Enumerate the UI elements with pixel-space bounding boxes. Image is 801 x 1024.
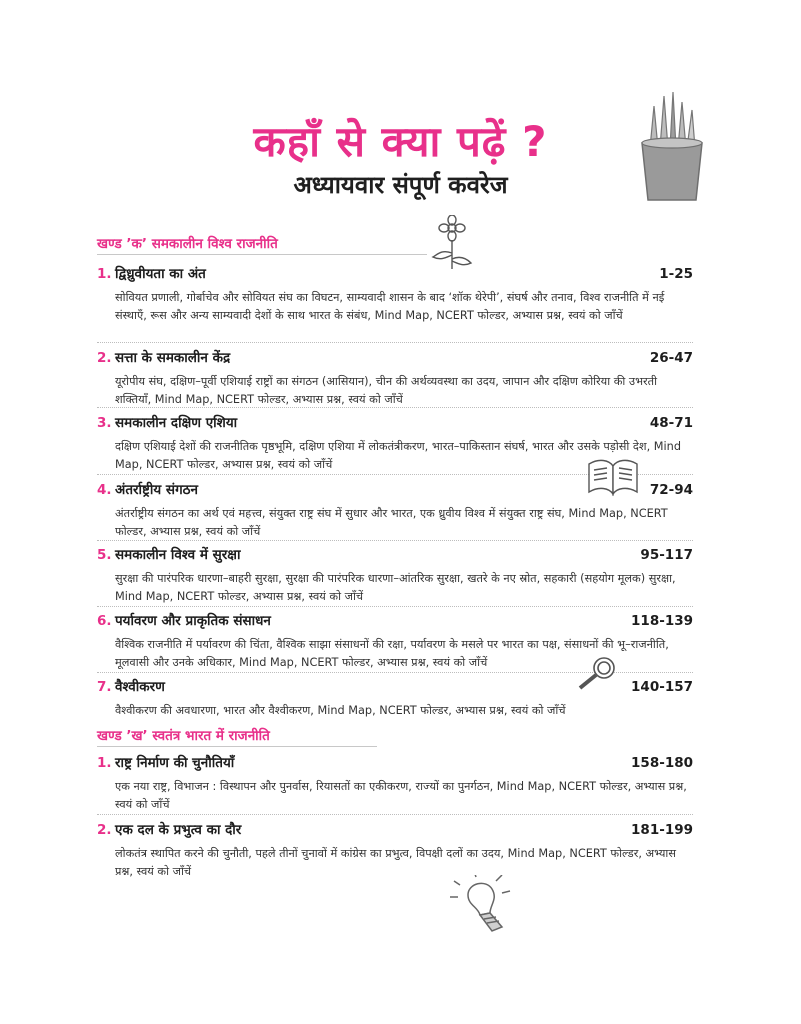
chapter-description: एक नया राष्ट्र, विभाजन : विस्थापन और पुनर्वास, रियासतों का एकीकरण, राज्यों का पुनर्गठन, Mind Map, NCERT फोल्डर, अभ्यास प्रश्न, स्वयं को जाँचें bbox=[115, 780, 687, 811]
chapter-entry bbox=[97, 677, 693, 720]
chapter-description: अंतर्राष्ट्रीय संगठन का अर्थ एवं महत्त्व, संयुक्त राष्ट्र संघ में सुधार और भारत, एक ध्रुवीय विश्व में संयुक्त राष्ट्र संघ, Mind Map, NCERT फोल्डर, अभ्यास प्रश्न, स्वयं को जाँचें bbox=[115, 507, 668, 538]
pencil-cup-icon bbox=[632, 88, 712, 203]
chapter-title: एक दल के प्रभुत्व का दौर bbox=[115, 822, 242, 838]
chapter-title: सत्ता के समकालीन केंद्र bbox=[115, 350, 231, 366]
chapter-entry bbox=[97, 753, 693, 814]
chapter-entry bbox=[97, 348, 693, 409]
page-subtitle: अध्यायवार संपूर्ण कवरेज bbox=[293, 171, 508, 199]
chapter-description: सोवियत प्रणाली, गोर्बाचेव और सोवियत संघ का विघटन, साम्यवादी शासन के बाद ‘शॉक थेरेपी’, संघर्ष और तनाव, विश्व राजनीति में नई संस्थाएँ, रूस और अन्य साम्यवादी देशों के साथ भारत के संबंध, Mind Map, NCERT फोल्डर, अभ्यास प्रश्न, स्वयं को जाँचें bbox=[115, 291, 665, 322]
chapter-number: 7. bbox=[97, 679, 112, 695]
chapter-pages: 181-199 bbox=[631, 822, 693, 838]
chapter-entry bbox=[97, 820, 693, 881]
section-heading: खण्ड ’ख’ स्वतंत्र भारत में राजनीति bbox=[97, 728, 270, 744]
chapter-pages: 48-71 bbox=[649, 415, 693, 431]
chapter-entry bbox=[97, 480, 693, 541]
chapter-pages: 140-157 bbox=[631, 679, 693, 695]
chapter-title: द्विध्रुवीयता का अंत bbox=[115, 266, 206, 282]
chapter-title: वैश्वीकरण bbox=[115, 679, 165, 695]
chapter-number: 5. bbox=[97, 547, 112, 563]
divider bbox=[97, 606, 693, 608]
flower-icon bbox=[431, 215, 473, 271]
chapter-number: 1. bbox=[97, 266, 112, 282]
chapter-pages: 26-47 bbox=[649, 350, 693, 366]
chapter-number: 3. bbox=[97, 415, 112, 431]
chapter-description: वैश्विक राजनीति में पर्यावरण की चिंता, वैश्विक साझा संसाधनों की रक्षा, पर्यावरण के मसले पर भारत का पक्ष, संसाधनों की भू–राजनीति, मूलवासी और उनके अधिकार, Mind Map, NCERT फोल्डर, अभ्यास प्रश्न, स्वयं को जाँचें bbox=[115, 638, 669, 669]
chapter-number: 2. bbox=[97, 822, 112, 838]
divider bbox=[97, 814, 693, 816]
chapter-title: पर्यावरण और प्राकृतिक संसाधन bbox=[115, 613, 271, 629]
chapter-title: समकालीन दक्षिण एशिया bbox=[115, 415, 238, 431]
chapter-entry bbox=[97, 545, 693, 606]
chapter-title: राष्ट्र निर्माण की चुनौतियाँ bbox=[115, 755, 235, 771]
page-title: कहाँ से क्या पढ़ें ? bbox=[253, 117, 548, 166]
divider bbox=[97, 342, 693, 344]
chapter-entry bbox=[97, 264, 693, 325]
chapter-description: लोकतंत्र स्थापित करने की चुनौती, पहले तीनों चुनावों में कांग्रेस का प्रभुत्व, विपक्षी दलों का उदय, Mind Map, NCERT फोल्डर, अभ्यास प्रश्न, स्वयं को जाँचें bbox=[115, 847, 676, 878]
chapter-number: 1. bbox=[97, 755, 112, 771]
chapter-title: अंतर्राष्ट्रीय संगठन bbox=[115, 482, 198, 498]
chapter-pages: 72-94 bbox=[649, 482, 693, 498]
chapter-number: 2. bbox=[97, 350, 112, 366]
chapter-description: दक्षिण एशियाई देशों की राजनीतिक पृष्ठभूमि, दक्षिण एशिया में लोकतंत्रीकरण, भारत–पाकिस्तान संघर्ष, भारत और उसके पड़ोसी देश, Mind Map, NCERT फोल्डर, अभ्यास प्रश्न, स्वयं को जाँचें bbox=[115, 440, 682, 471]
chapter-description: यूरोपीय संघ, दक्षिण–पूर्वी एशियाई राष्ट्रों का संगठन (आसियान), चीन की अर्थव्यवस्था का उदय, जापान और दक्षिण कोरिया की उभरती शक्तियाँ, Mind Map, NCERT फोल्डर, अभ्यास प्रश्न, स्वयं को जाँचें bbox=[115, 375, 658, 406]
chapter-title: समकालीन विश्व में सुरक्षा bbox=[115, 547, 241, 563]
chapter-pages: 118-139 bbox=[631, 613, 693, 629]
chapter-pages: 1-25 bbox=[659, 266, 693, 282]
chapter-description: सुरक्षा की पारंपरिक धारणा–बाहरी सुरक्षा, सुरक्षा की पारंपरिक धारणा–आंतरिक सुरक्षा, खतरे के नए स्रोत, सहकारी (सहयोग मूलक) सुरक्षा, Mind Map, NCERT फोल्डर, अभ्यास प्रश्न, स्वयं को जाँचें bbox=[115, 572, 676, 603]
light-bulb-icon bbox=[440, 875, 524, 937]
chapter-number: 4. bbox=[97, 482, 112, 498]
divider bbox=[97, 407, 693, 409]
section-heading: खण्ड ’क’ समकालीन विश्व राजनीति bbox=[97, 236, 278, 252]
chapter-number: 6. bbox=[97, 613, 112, 629]
chapter-description: वैश्वीकरण की अवधारणा, भारत और वैश्वीकरण, Mind Map, NCERT फोल्डर, अभ्यास प्रश्न, स्वयं को जाँचें bbox=[115, 704, 566, 717]
section-divider bbox=[97, 254, 427, 255]
section-divider bbox=[97, 746, 377, 747]
chapter-pages: 95-117 bbox=[640, 547, 693, 563]
chapter-pages: 158-180 bbox=[631, 755, 693, 771]
divider bbox=[97, 540, 693, 542]
